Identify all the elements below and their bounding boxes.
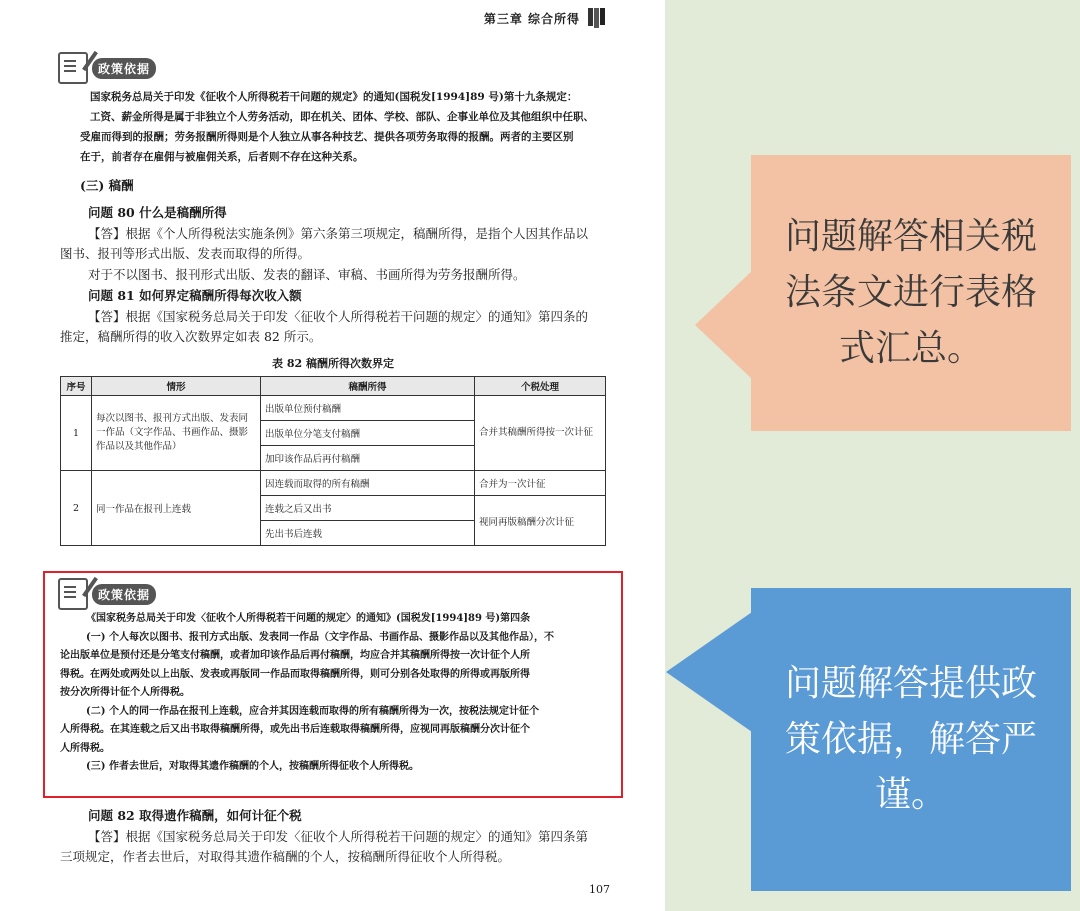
top-policy-line: 在于，前者存在雇佣与被雇佣关系，后者则不存在这种关系。 [80, 150, 364, 163]
table-header-cell: 序号 [61, 377, 92, 396]
table-header-cell: 情形 [92, 377, 261, 396]
question-81 [60, 286, 610, 348]
top-policy-line: 国家税务总局关于印发《征收个人所得税若干问题的规定》的通知(国税发[1994]89 号)第十九条规定： [90, 91, 578, 103]
table-row [61, 471, 606, 496]
section-title: (三) 稿酬 [80, 178, 134, 193]
bottom-policy-line: (一) 个人每次以图书、报刊方式出版、发表同一作品（文字作品、书画作品、摄影作品以及其他作品），不 [86, 631, 554, 643]
callout-pointer-blue [666, 612, 752, 732]
bottom-policy-line: 得税。在两处或两处以上出版、发表或再版同一作品而取得稿酬所得，则可分别各处取得的所得或再版所得 [60, 668, 530, 680]
top-policy-line: 受雇而得到的报酬；劳务报酬所得则是个人独立从事各种技艺、提供各项劳务取得的报酬。两者的主要区别 [80, 130, 574, 143]
table-cell-case: 每次以图书、报刊方式出版、发表同一作品（文字作品、书画作品、摄影作品以及其他作品） [92, 396, 261, 471]
table-cell-income: 连载之后又出书 [261, 496, 475, 521]
callout-pointer-orange [695, 270, 753, 380]
question-80-title: 问题 80 什么是稿酬所得 [88, 205, 227, 220]
question-82 [60, 806, 612, 868]
table-cell-treatment: 合并其稿酬所得按一次计征 [475, 396, 606, 471]
policy-basis-tag [58, 578, 156, 610]
table-cell-income: 因连载而取得的所有稿酬 [261, 471, 475, 496]
policy-basis-tag [58, 52, 156, 84]
question-81-title: 问题 81 如何界定稿酬所得每次收入额 [88, 288, 302, 303]
bottom-policy-line: 人所得税。 [60, 742, 110, 754]
question-80 [60, 203, 610, 286]
table-header-cell: 个税处理 [475, 377, 606, 396]
table-cell-case: 同一作品在报刊上连载 [92, 471, 261, 546]
bottom-policy-line: (三) 作者去世后，对取得其遗作稿酬的个人，按稿酬所得征收个人所得税。 [86, 761, 419, 772]
table-cell-income: 加印该作品后再付稿酬 [261, 446, 475, 471]
income-count-table [60, 376, 606, 546]
page-header [484, 8, 605, 28]
policy-basis-label: 政策依据 [92, 58, 156, 79]
question-81-line: 推定，稿酬所得的收入次数界定如表 82 所示。 [60, 329, 322, 345]
top-policy-text [80, 88, 620, 168]
policy-basis-label: 政策依据 [92, 584, 156, 605]
table-cell-treatment: 视同再版稿酬分次计征 [475, 496, 606, 546]
table-cell-income: 出版单位预付稿酬 [261, 396, 475, 421]
callout-table-summary [751, 155, 1071, 431]
table-row [61, 396, 606, 421]
bottom-policy-text [60, 610, 612, 777]
table-cell-no: 2 [61, 471, 92, 546]
question-82-title: 问题 82 取得遗作稿酬，如何计征个税 [88, 808, 302, 823]
question-80-line: 图书、报刊等形式出版、发表而取得的所得。 [60, 246, 311, 262]
bottom-policy-line: 论出版单位是预付还是分笔支付稿酬，或者加印该作品后再付稿酬，均应合并其稿酬所得按一次计征个人所 [60, 650, 530, 661]
table-header-cell: 稿酬所得 [261, 377, 475, 396]
bottom-policy-line: 人所得税。在其连载之后又出书取得稿酬所得，或先出书后连载取得稿酬所得，应视同再版稿酬分次计征个 [60, 724, 530, 735]
page-number: 107 [589, 883, 610, 896]
table-caption: 表 82 稿酬所得次数界定 [272, 357, 394, 370]
bottom-policy-line: 按分次所得计征个人所得税。 [60, 687, 190, 698]
table-cell-income: 先出书后连载 [261, 521, 475, 546]
table-cell-no: 1 [61, 396, 92, 471]
question-80-line: 【答】根据《个人所得税法实施条例》第六条第三项规定，稿酬所得，是指个人因其作品以 [88, 225, 589, 241]
question-81-line: 【答】根据《国家税务总局关于印发〈征收个人所得税若干问题的规定〉的通知》第四条的 [88, 308, 589, 324]
callout-table-summary-text: 问题解答相关税法条文进行表格式汇总。 [784, 216, 1037, 369]
callout-policy-basis [751, 588, 1071, 891]
bottom-policy-line: (二) 个人的同一作品在报刊上连载，应合并其因连载而取得的所有稿酬所得为一次，按税法规定计征个 [86, 705, 539, 717]
question-82-line: 三项规定，作者去世后，对取得其遗作稿酬的个人，按稿酬所得征收个人所得税。 [60, 849, 511, 865]
document-pen-icon [58, 578, 88, 610]
table-cell-income: 出版单位分笔支付稿酬 [261, 421, 475, 446]
question-82-line: 【答】根据《国家税务总局关于印发〈征收个人所得税若干问题的规定〉的通知》第四条第 [88, 828, 589, 844]
callout-policy-basis-text: 问题解答提供政策依据，解答严谨。 [784, 662, 1037, 816]
books-icon [588, 8, 605, 28]
chapter-title: 第三章 综合所得 [483, 11, 580, 26]
document-pen-icon [58, 52, 88, 84]
table-cell-treatment: 合并为一次计征 [475, 471, 606, 496]
question-80-line: 对于不以图书、报刊形式出版、发表的翻译、审稿、书画所得为劳务报酬所得。 [88, 266, 526, 282]
top-policy-line: 工资、薪金所得是属于非独立个人劳务活动，即在机关、团体、学校、部队、企事业单位及其他组织中任职、 [90, 110, 594, 123]
table-header-row [61, 377, 606, 396]
bottom-policy-line: 《国家税务总局关于印发〈征收个人所得税若干问题的规定〉的通知》(国税发[1994]89 号)第四条 [86, 613, 531, 624]
